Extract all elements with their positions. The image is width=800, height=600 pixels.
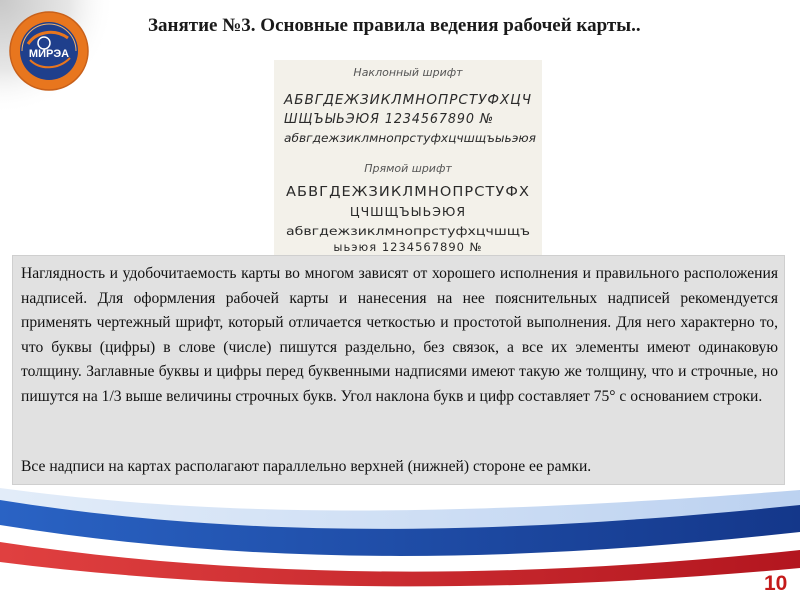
upright-uppercase-line: АБВГДЕЖЗИКЛМНОПРСТУФХ	[286, 184, 530, 200]
italic-uppercase-digits-line: ШЩЪЫЬЭЮЯ 1234567890 №	[284, 111, 494, 127]
body-text-box	[12, 255, 785, 485]
upright-lowercase-line: абвгдежзиклмнопрстуфхцчшщъ	[286, 224, 530, 238]
font-sample-image	[274, 60, 542, 255]
decorative-waves	[0, 470, 800, 600]
mirea-logo	[8, 10, 90, 92]
logo-text: МИРЭА	[28, 48, 70, 60]
upright-uppercase-line-2: ЦЧШЩЪЫЬЭЮЯ	[349, 204, 467, 219]
upright-font-header: Прямой шрифт	[364, 162, 452, 175]
slide-title: Занятие №3. Основные правила ведения рабочей карты..	[148, 15, 641, 36]
italic-font-header: Наклонный шрифт	[353, 66, 463, 79]
italic-lowercase-line: абвгдежзиклмнопрстуфхцчшщъыьэюя	[284, 131, 537, 145]
upright-digits-line: ыьэюя 1234567890 №	[333, 240, 483, 254]
body-last-line: Все надписи на картах располагают параллельно верхней (нижней) стороне ее рамки.	[21, 458, 592, 475]
italic-uppercase-line: АБВГДЕЖЗИКЛМНОПРСТУФХЦЧ	[282, 92, 532, 108]
body-paragraph: Наглядность и удобочитаемость карты во многом зависят от хорошего исполнения и правильного расположения надписей. Для оформления рабочей карты и нанесения на нее пояснительных надписей рекомендуется применять чертежный шрифт, который отличается четкостью и простотой выполнения. Для него характерно то, что буквы (цифры) в слове (числе) пишутся раздельно, без связок, а все их элементы имеют одинаковую толщину. Заглавные буквы и цифры перед буквенными надписями имеют такую же толщину, что и строчные, но пишутся на 1/3 выше величины строчных букв. Угол наклона букв и цифр составляет 75° с основанием строки.	[21, 265, 778, 405]
page-number: 10	[764, 572, 788, 595]
